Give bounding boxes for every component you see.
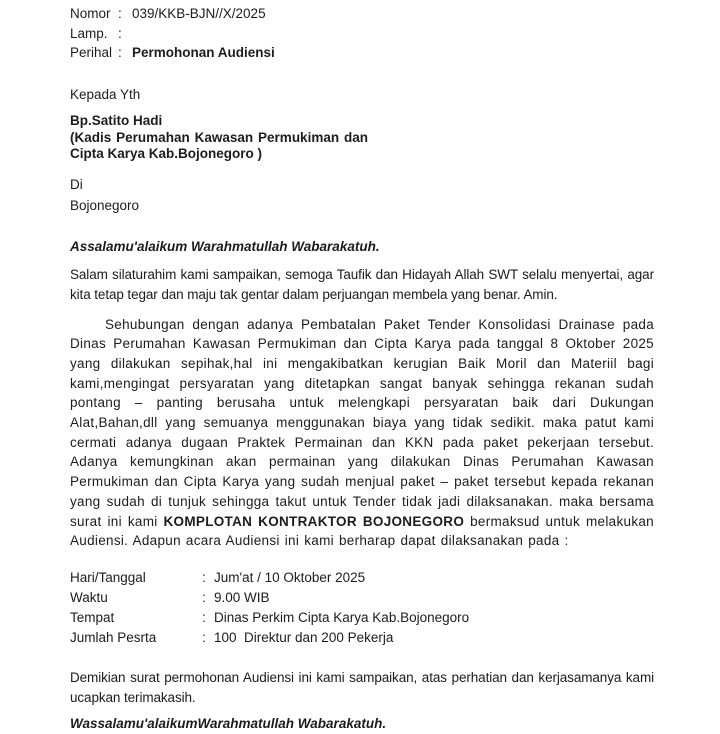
detail-label-place: Tempat [70,609,115,625]
detail-label-time: Waktu [70,589,108,605]
letter-meta-block [70,4,654,63]
greeting-closing: Wassalamu'alaikumWarahmatullah Wabarakatuh. [70,715,387,731]
meta-value-nomor: 039/KKB-BJN//X/2025 [132,6,266,21]
meta-label-lamp: Lamp. [70,25,108,41]
meta-row-perihal [70,43,654,63]
addressee-org-line1: (Kadis Perumahan Kawasan Permukiman dan [70,129,368,145]
meta-value-lamp [132,24,654,44]
paragraph-body [70,315,654,551]
detail-value-participants: 100 Direktur dan 200 Pekerja [214,629,394,645]
body-text-before: Sehubungan dengan adanya Pembatalan Paket Tender Konsolidasi Drainase pada Dinas Perumahan Kawasan Permukiman dan Cipta Karya pada tanggal 8 Oktober 2025 yang dilakukan sepihak,hal ini mengakibatkan kerugian Baik Moril dan Materiil bagi kami,mengingat persyaratan yang ditetapkan sangat banyak sehingga rekanan sudah pontang – panting berusaha untuk melengkapi persyaratan baik dari Dukungan Alat,Bahan,dll yang semuanya menggunakan biaya yang tidak sedikit. maka patut kami cermati adanya dugaan Praktek Permainan dan KKN pada paket pekerjaan tersebut. Adanya kemungkinan akan permainan yang dilakukan Dinas Perumahan Kawasan Permukiman dan Cipta Karya yang sudah menjual paket – paket tersebut kepada rekanan yang sudah di tunjuk sehingga takut untuk Tender tidak jadi dilaksanakan. maka bersama surat ini kami [70,316,654,529]
detail-colon: : [202,589,206,605]
addressee-city: Bojonegoro [70,197,140,213]
detail-value-day-date: Jum'at / 10 Oktober 2025 [214,569,366,585]
detail-label-participants: Jumlah Pesrta [70,629,157,645]
paragraph-salam: Salam silaturahim kami sampaikan, semoga Taufik dan Hidayah Allah SWT selalu menyertai, agar kita tetap tegar dan maju tak gentar dalam perjuangan membela yang benar. Amin. [70,266,654,302]
addressee-city-intro: Di [70,176,83,192]
detail-row-time [70,588,654,608]
meta-row-nomor [70,4,654,24]
detail-row-day-date [70,568,654,588]
meta-colon: : [118,45,122,60]
meta-colon: : [118,25,122,41]
paragraph-closing: Demikian surat permohonan Audiensi ini kami sampaikan, atas perhatian dan kerjasamanya kami ucapkan terimakasih. [70,669,654,705]
meta-value-perihal: Permohonan Audiensi [132,45,275,60]
detail-colon: : [202,569,206,585]
addressee-salutation: Kepada Yth [70,86,141,102]
meta-colon: : [118,6,122,21]
addressee-org-line2: Cipta Karya Kab.Bojonegoro ) [70,146,263,161]
body-text-organization-name: KOMPLOTAN KONTRAKTOR BOJONEGORO [163,513,465,529]
meta-label-nomor: Nomor [70,6,111,21]
detail-label-day-date: Hari/Tanggal [70,569,146,585]
detail-row-place [70,608,654,628]
body-text-after: bermaksud untuk melakukan Audiensi. Adapun acara Audiensi ini kami berharap dapat dilaksanakan pada : [70,513,654,549]
addressee-block [70,113,654,163]
event-details-block [70,568,654,648]
detail-row-participants [70,628,654,648]
greeting-opening: Assalamu'alaikum Warahmatullah Wabarakatuh. [70,238,380,254]
meta-row-lamp [70,24,654,44]
detail-value-place: Dinas Perkim Cipta Karya Kab.Bojonegoro [214,609,470,625]
addressee-name: Bp.Satito Hadi [70,113,163,128]
detail-colon: : [202,609,206,625]
detail-colon: : [202,629,206,645]
meta-label-perihal: Perihal [70,45,113,60]
detail-value-time: 9.00 WIB [214,589,270,605]
